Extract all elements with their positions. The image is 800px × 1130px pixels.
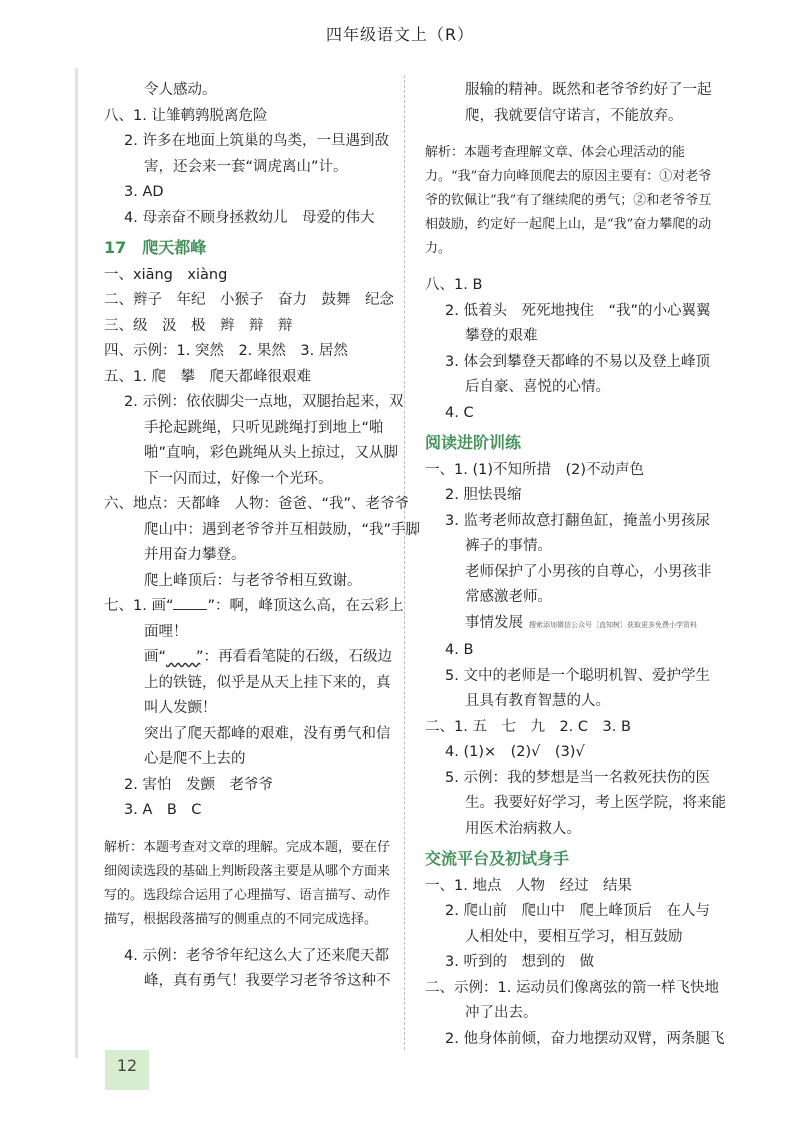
column-divider [404,75,405,1050]
straight-underline-mark [173,595,207,610]
answer-line: 并用奋力攀登。 [144,547,246,563]
answer-line: 令人感动。 [144,82,217,98]
answer-line: 3. 体会到攀登天都峰的不易以及登上峰顶 [445,353,710,370]
answer-block-8 [425,273,715,426]
answer-line: 下一闪而过，好像一个光环。 [144,470,333,487]
answer-line: 2. 许多在地面上筑巢的鸟类，一旦遇到敌 [124,133,389,149]
answer-line: 2. 爬山前 爬山中 爬上峰顶后 在人与 [445,903,710,919]
q7-line7: 心是爬不上去的 [144,751,246,767]
answer-line: 4. 母亲奋不顾身拯救幼儿 母爱的伟大 [124,209,375,226]
left-column [104,78,421,995]
answer-line: 2. 胆怯畏缩 [445,487,522,503]
answer-line: 裤子的事情。 [465,538,552,554]
answer-line: 五、1. 爬 攀 爬天都峰很艰难 [104,368,311,385]
q7-prefix: 七、1. 画“ [104,598,174,614]
answer-line: 爬上峰顶后：与老爷爷相互致谢。 [144,572,362,589]
answer-block-tail [104,944,394,995]
answer-line: 2. 低着头 死死地拽住 “我”的小心翼翼 [445,302,711,319]
answer-line: 4. (1)× (2)√ (3)√ [445,744,585,760]
answer-block-b [104,263,421,595]
analysis-right: 解析：本题考查理解文章、体会心理活动的能力。“我”奋力向峰顶爬去的原因主要有：①对老爷爷的钦佩让“我”有了继续爬的勇气；②和老爷爷互相鼓励，约定好一起爬上山，是“我”奋力攀爬的动力。 [425,145,712,256]
answer-line: 老师保护了小男孩的自尊心，小男孩非 [465,563,712,580]
answer-line: 5. 文中的老师是一个聪明机智、爱护学生 [445,667,710,684]
answer-line: 一、xiāng xiàng [104,266,228,283]
q7-line6: 突出了爬天都峰的艰难，没有勇气和信 [144,725,391,742]
promo-note: 搜索添加微信公众号［直知树］获取更多免费小学资料 [529,620,697,629]
answer-line: 三、级 汲 极 辫 辩 辩 [104,317,293,334]
answer-line: 5. 示例：我的梦想是当一名救死扶伤的医 [445,769,710,786]
answer-line: 一、1. 地点 人物 经过 结果 [425,877,632,894]
page-header: 四年级语文上（R） [325,25,475,44]
answer-block-exchange [425,874,725,1053]
right-column [425,78,726,1052]
answer-line: 且具有教育智慧的人。 [465,693,610,709]
q7-line4: 上的铁链，似乎是从天上挂下来的，真 [144,674,391,691]
answer-line: 手抡起跳绳，只听见跳绳打到地上“啪 [144,419,384,436]
answer-line: 生。我要好好学习，考上医学院，将来能 [465,795,726,811]
answer-line: 八、1. 让雏鹌鹑脱离危险 [104,107,268,124]
answer-block-head [425,78,715,129]
answer-line: 3. 听到的 想到的 做 [445,954,594,970]
answer-line: 峰，真有勇气！我要学习老爷爷这种不 [144,973,391,989]
answer-line: 人相处中，要相互学习，相互鼓励 [465,928,683,945]
answer-line: 二、1. 五 七 九 2. C 3. B [425,718,631,735]
answer-line: 害，还会来一套“调虎离山”计。 [144,158,348,175]
answer-line: 一、1. (1)不知所措 (2)不动声色 [425,461,645,478]
analysis-left: 解析：本题考查对文章的理解。完成本题，要在仔细阅读选段的基础上判断段落主要是从哪个方面来写的。选段综合运用了心理描写、语言描写、动作描写，根据段落描写的侧重点的不同完成选择。 [104,839,391,927]
answer-line: 服输的精神。既然和老爷爷约好了一起 [465,82,712,98]
answer-line: 3. AD [124,184,164,200]
answer-line: 八、1. B [425,277,483,293]
answer-line: 4. 示例：老爷爷年纪这么大了还来爬天都 [124,947,389,964]
section-title-exchange: 交流平台及初试身手 [425,849,570,868]
answer-line: 常感激老师。 [465,589,552,605]
answer-line: 啪”直响，彩色跳绳从头上掠过，又从脚 [144,445,399,461]
q7-line3 [104,645,394,671]
answer-line: 二、辫子 年纪 小猴子 奋力 鼓舞 纪念 [104,292,394,308]
page-number: 12 [105,1050,149,1090]
q7-prefix2: 画“ [144,649,167,665]
q7-suffix: ”：啊，峰顶这么高，在云彩上 [207,598,404,614]
answer-block-reading-2 [425,638,726,842]
q7-line2: 面哩！ [144,623,188,640]
answer-line: 用医术治病救人。 [465,820,581,837]
q7-suffix2: ”：再看看笔陡的石级，石级边 [196,649,393,665]
answer-line: 攀登的艰难 [465,328,538,344]
answer-line: 爬山中：遇到老爷爷并互相鼓励，“我”手脚 [144,521,421,538]
section-title-reading: 阅读进阶训练 [425,433,522,452]
q7-line1 [104,594,404,620]
q7-line5: 叫人发颤！ [144,700,217,716]
answer-line: 冲了出去。 [465,1005,538,1021]
wavy-underline-mark [166,645,196,671]
q7-item2: 2. 害怕 发颤 老爷爷 [124,776,273,793]
answer-line: 4. C [445,404,474,421]
answer-line: 后自豪、喜悦的心情。 [465,379,610,395]
q7-item3: 3. A B C [124,802,202,818]
answer-line: 六、地点：天都峰 人物：爸爸、“我”、老爷爷 [104,496,410,512]
event-label: 事情发展 [465,614,523,631]
answer-line: 二、示例：1. 运动员们像离弦的箭一样飞快地 [425,979,719,996]
event-line [425,611,715,639]
answer-line: 2. 示例：依依脚尖一点地，双腿抬起来，双 [124,394,404,410]
answer-line: 2. 他身体前倾，奋力地摆动双臂，两条腿飞 [445,1030,725,1047]
answer-line: 四、示例：1. 突然 2. 果然 3. 居然 [104,343,348,359]
answer-line: 爬，我就要信守诺言，不能放弃。 [465,107,683,124]
answer-line: 3. 监考老师故意打翻鱼缸，掩盖小男孩尿 [445,512,710,529]
answer-block-a [104,78,394,231]
answer-line: 4. B [445,642,474,658]
section-title-17: 17 爬天都峰 [104,238,207,257]
answer-block-reading [425,458,715,611]
